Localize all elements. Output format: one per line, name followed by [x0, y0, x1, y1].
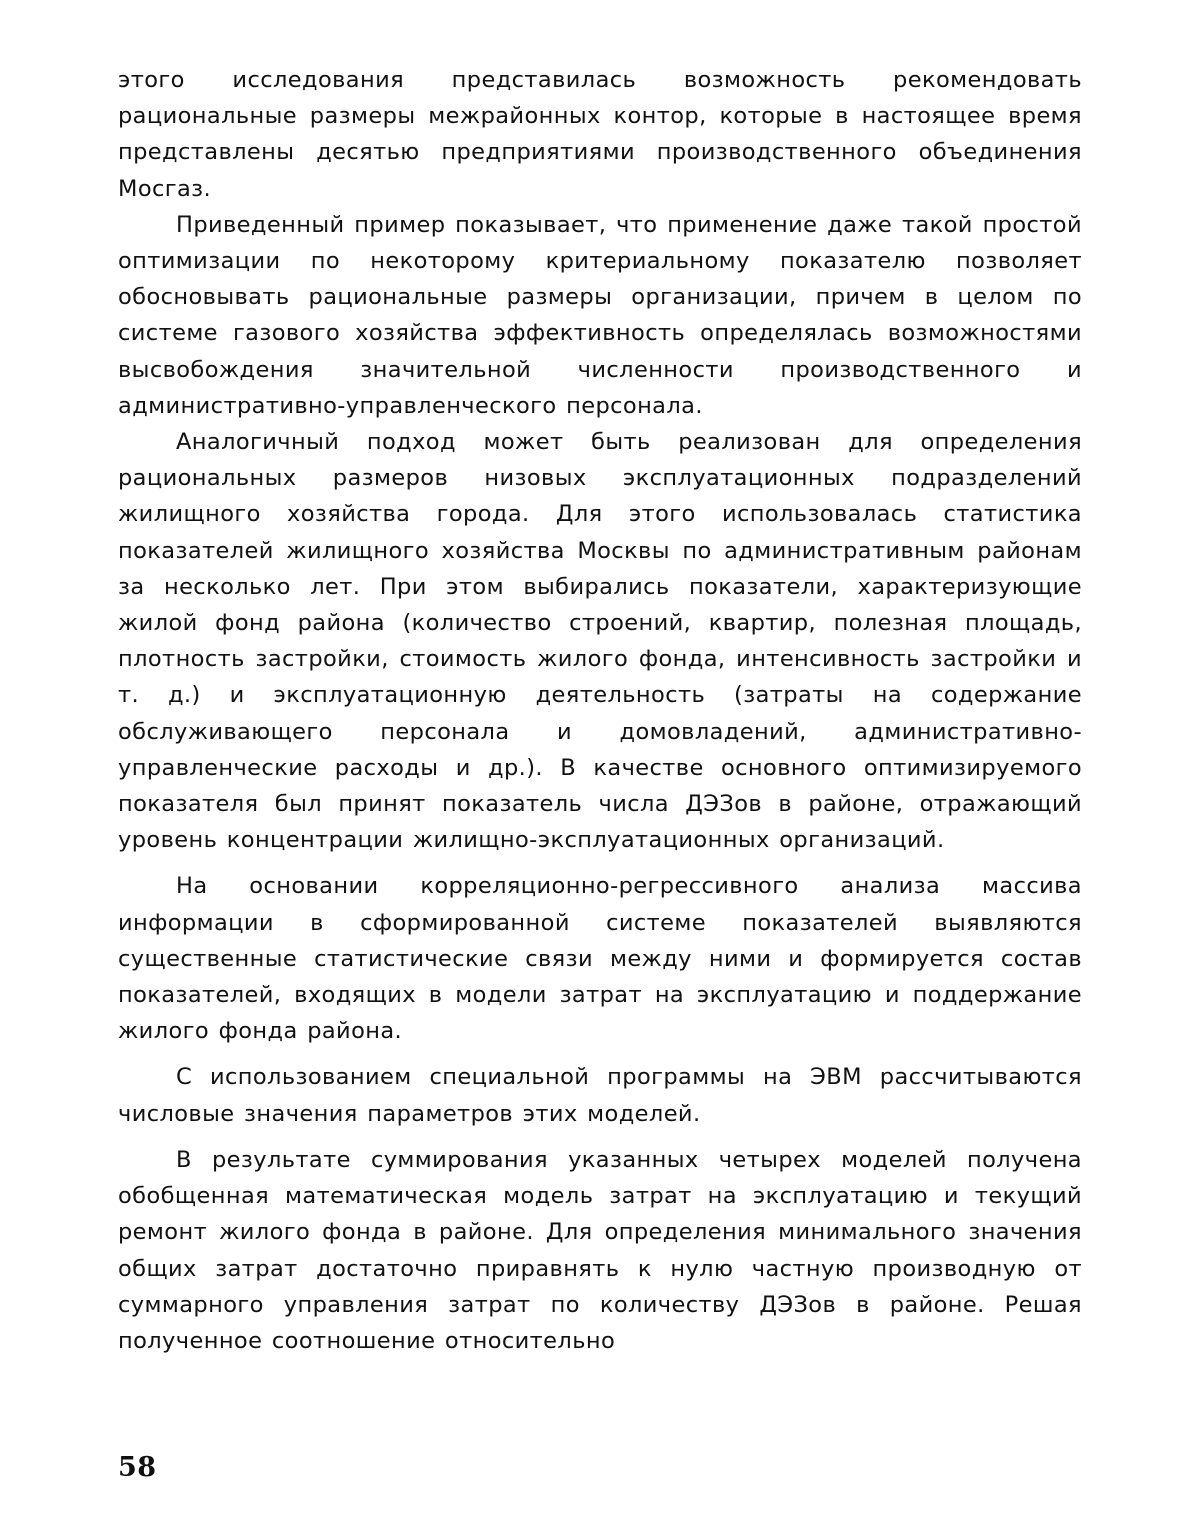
page-number: 58 [118, 1452, 157, 1483]
paragraph-continuation: этого исследования представилась возможность рекомендовать рациональные размеры межрайонных контор, которые в настоящее время представлены десятью предприятиями производственного объединения Мосгаз. [118, 67, 1082, 202]
paragraph-correlation-analysis: На основании корреляционно-регрессивного анализа массива информации в сформированной системе показателей выявляются существенные статистические связи между ними и формируется состав показателей, входящих в модели затрат на эксплуатацию и поддержание жилого фонда района. [118, 873, 1082, 1045]
paragraph-example: Приведенный пример показывает, что применение даже такой простой оптимизации по некоторому критериальному показателю позволяет обосновывать рациональные размеры организации, причем в целом по системе газового хозяйства эффективность определялась возможностями высвобождения значительной численности производственного и административно-управленческого персонала. [118, 211, 1082, 419]
paragraph-generalized-model: В результате суммирования указанных четырех моделей получена обобщенная математическая модель затрат на эксплуатацию и текущий ремонт жилого фонда в районе. Для определения минимального значения общих затрат достаточно приравнять к нулю частную производную от суммарного управления затрат по количеству ДЭЗов в районе. Решая полученное соотношение относительно [118, 1146, 1082, 1354]
page-body [118, 62, 1082, 1359]
paragraph-computer-program: С использованием специальной программы на ЭВМ рассчитываются числовые значения параметров этих моделей. [118, 1064, 1082, 1127]
paragraph-housing-approach: Аналогичный подход может быть реализован для определения рациональных размеров низовых эксплуатационных подразделений жилищного хозяйства города. Для этого использовалась статистика показателей жилищного хозяйства Москвы по административным районам за несколько лет. При этом выбирались показатели, характеризующие жилой фонд района (количество строений, квартир, полезная площадь, плотность застройки, стоимость жилого фонда, интенсивность застройки и т. д.) и эксплуатационную деятельность (затраты на содержание обслуживающего персонала и домовладений, административно-управленческие расходы и др.). В качестве основного оптимизируемого показателя был принят показатель числа ДЭЗов в районе, отражающий уровень концентрации жилищно-эксплуатационных организаций. [118, 429, 1082, 854]
